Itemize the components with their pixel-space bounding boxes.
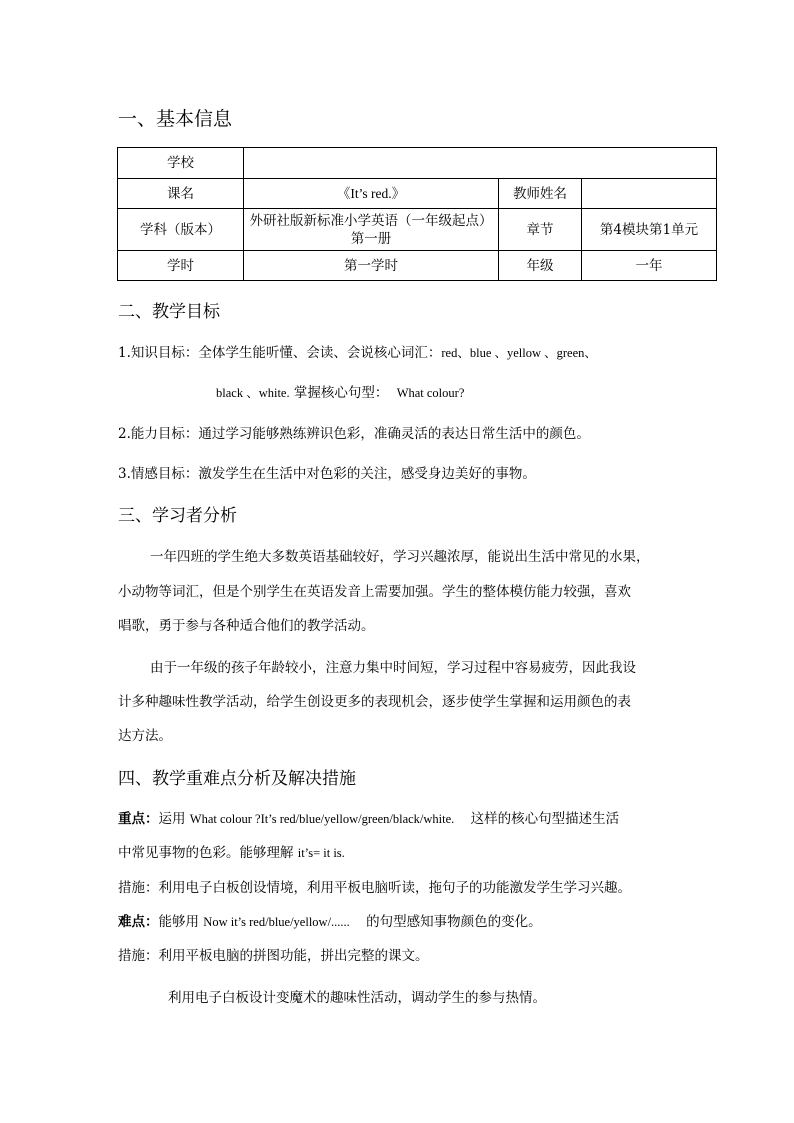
grade-value: 一年 (582, 251, 717, 281)
table-row (118, 251, 717, 281)
chapter-label: 章节 (499, 209, 582, 251)
goal-1-prefix: 1.知识目标：全体学生能听懂、会读、会说核心词汇： (118, 345, 442, 361)
course-value: 《It’s red.》 (244, 179, 499, 209)
chapter-value: 第4模块第1单元 (582, 209, 717, 251)
course-label: 课名 (118, 179, 244, 209)
key-point-line-2 (118, 841, 345, 861)
analysis-para-2-line-3: 达方法。 (118, 728, 172, 744)
key-point-desc: 这样的核心句型描述生活 (470, 811, 620, 827)
difficult-point-able: 能够用 (158, 914, 199, 930)
difficult-point-desc: 的句型感知事物颜色的变化。 (366, 914, 542, 930)
key-point-line-1 (118, 807, 619, 827)
difficult-point-label: 难点： (118, 914, 159, 930)
goal-1-words: red、blue 、yellow 、green、 (441, 346, 597, 360)
analysis-para-1-line-2: 小动物等词汇，但是个别学生在英语发音上需要加强。学生的整体模仿能力较强，喜欢 (118, 584, 631, 600)
section-4-title: 四、教学重难点分析及解决措施 (118, 769, 356, 789)
analysis-para-2-line-2: 计多种趣味性教学活动，给学生创设更多的表现机会，逐步使学生掌握和运用颜色的表 (118, 694, 631, 710)
goal-3: 3.情感目标：激发学生在生活中对色彩的关注，感受身边美好的事物。 (118, 466, 536, 482)
goal-1-line-1 (118, 341, 597, 361)
grade-label: 年级 (499, 251, 582, 281)
teacher-value (582, 179, 717, 209)
table-row (118, 209, 717, 251)
teacher-label: 教师姓名 (499, 179, 582, 209)
basic-info-table (117, 147, 717, 281)
goal-2: 2.能力目标：通过学习能够熟练辨识色彩，准确灵活的表达日常生活中的颜色。 (118, 426, 590, 442)
table-row (118, 148, 717, 179)
subject-value: 外研社版新标准小学英语（一年级起点）第一册 (244, 209, 499, 251)
section-2-title: 二、教学目标 (118, 302, 220, 322)
period-value: 第一学时 (244, 251, 499, 281)
analysis-para-2-line-1: 由于一年级的孩子年龄较小，注意力集中时间短，学习过程中容易疲劳，因此我设 (150, 660, 636, 676)
key-point-label: 重点： (118, 811, 159, 827)
school-label: 学校 (118, 148, 244, 179)
measure-1: 措施：利用电子白板创设情境，利用平板电脑听读，拖句子的功能激发学生学习兴趣。 (118, 880, 631, 896)
difficult-point (118, 910, 542, 930)
goal-1-words-cont: black 、white. (216, 386, 290, 400)
goal-1-sentence-label: 掌握核心句型： (293, 385, 389, 401)
key-point-its: it’s= it is. (297, 846, 345, 860)
difficult-point-sentence: Now it’s red/blue/yellow/...... (203, 915, 350, 929)
key-point-use: 运用 (158, 811, 186, 827)
measure-3: 利用电子白板设计变魔术的趣味性活动，调动学生的参与热情。 (168, 990, 546, 1006)
analysis-para-1-line-1: 一年四班的学生绝大多数英语基础较好，学习兴趣浓厚，能说出生活中常见的水果， (150, 549, 650, 565)
section-3-title: 三、学习者分析 (118, 506, 237, 526)
table-row (118, 179, 717, 209)
subject-label: 学科（版本） (118, 209, 244, 251)
goal-1-line-2 (216, 381, 464, 401)
analysis-para-1-line-3: 唱歌，勇于参与各种适合他们的教学活动。 (118, 618, 375, 634)
key-point-understand: 中常见事物的色彩。能够理解 (118, 845, 294, 861)
goal-1-sentence: What colour? (396, 386, 465, 400)
key-point-sentence: What colour ?It’s red/blue/yellow/green/black/white. (189, 812, 455, 826)
school-value (244, 148, 717, 179)
section-1-title: 一、基本信息 (118, 108, 233, 130)
measure-2: 措施：利用平板电脑的拼图功能，拼出完整的课文。 (118, 948, 429, 964)
period-label: 学时 (118, 251, 244, 281)
